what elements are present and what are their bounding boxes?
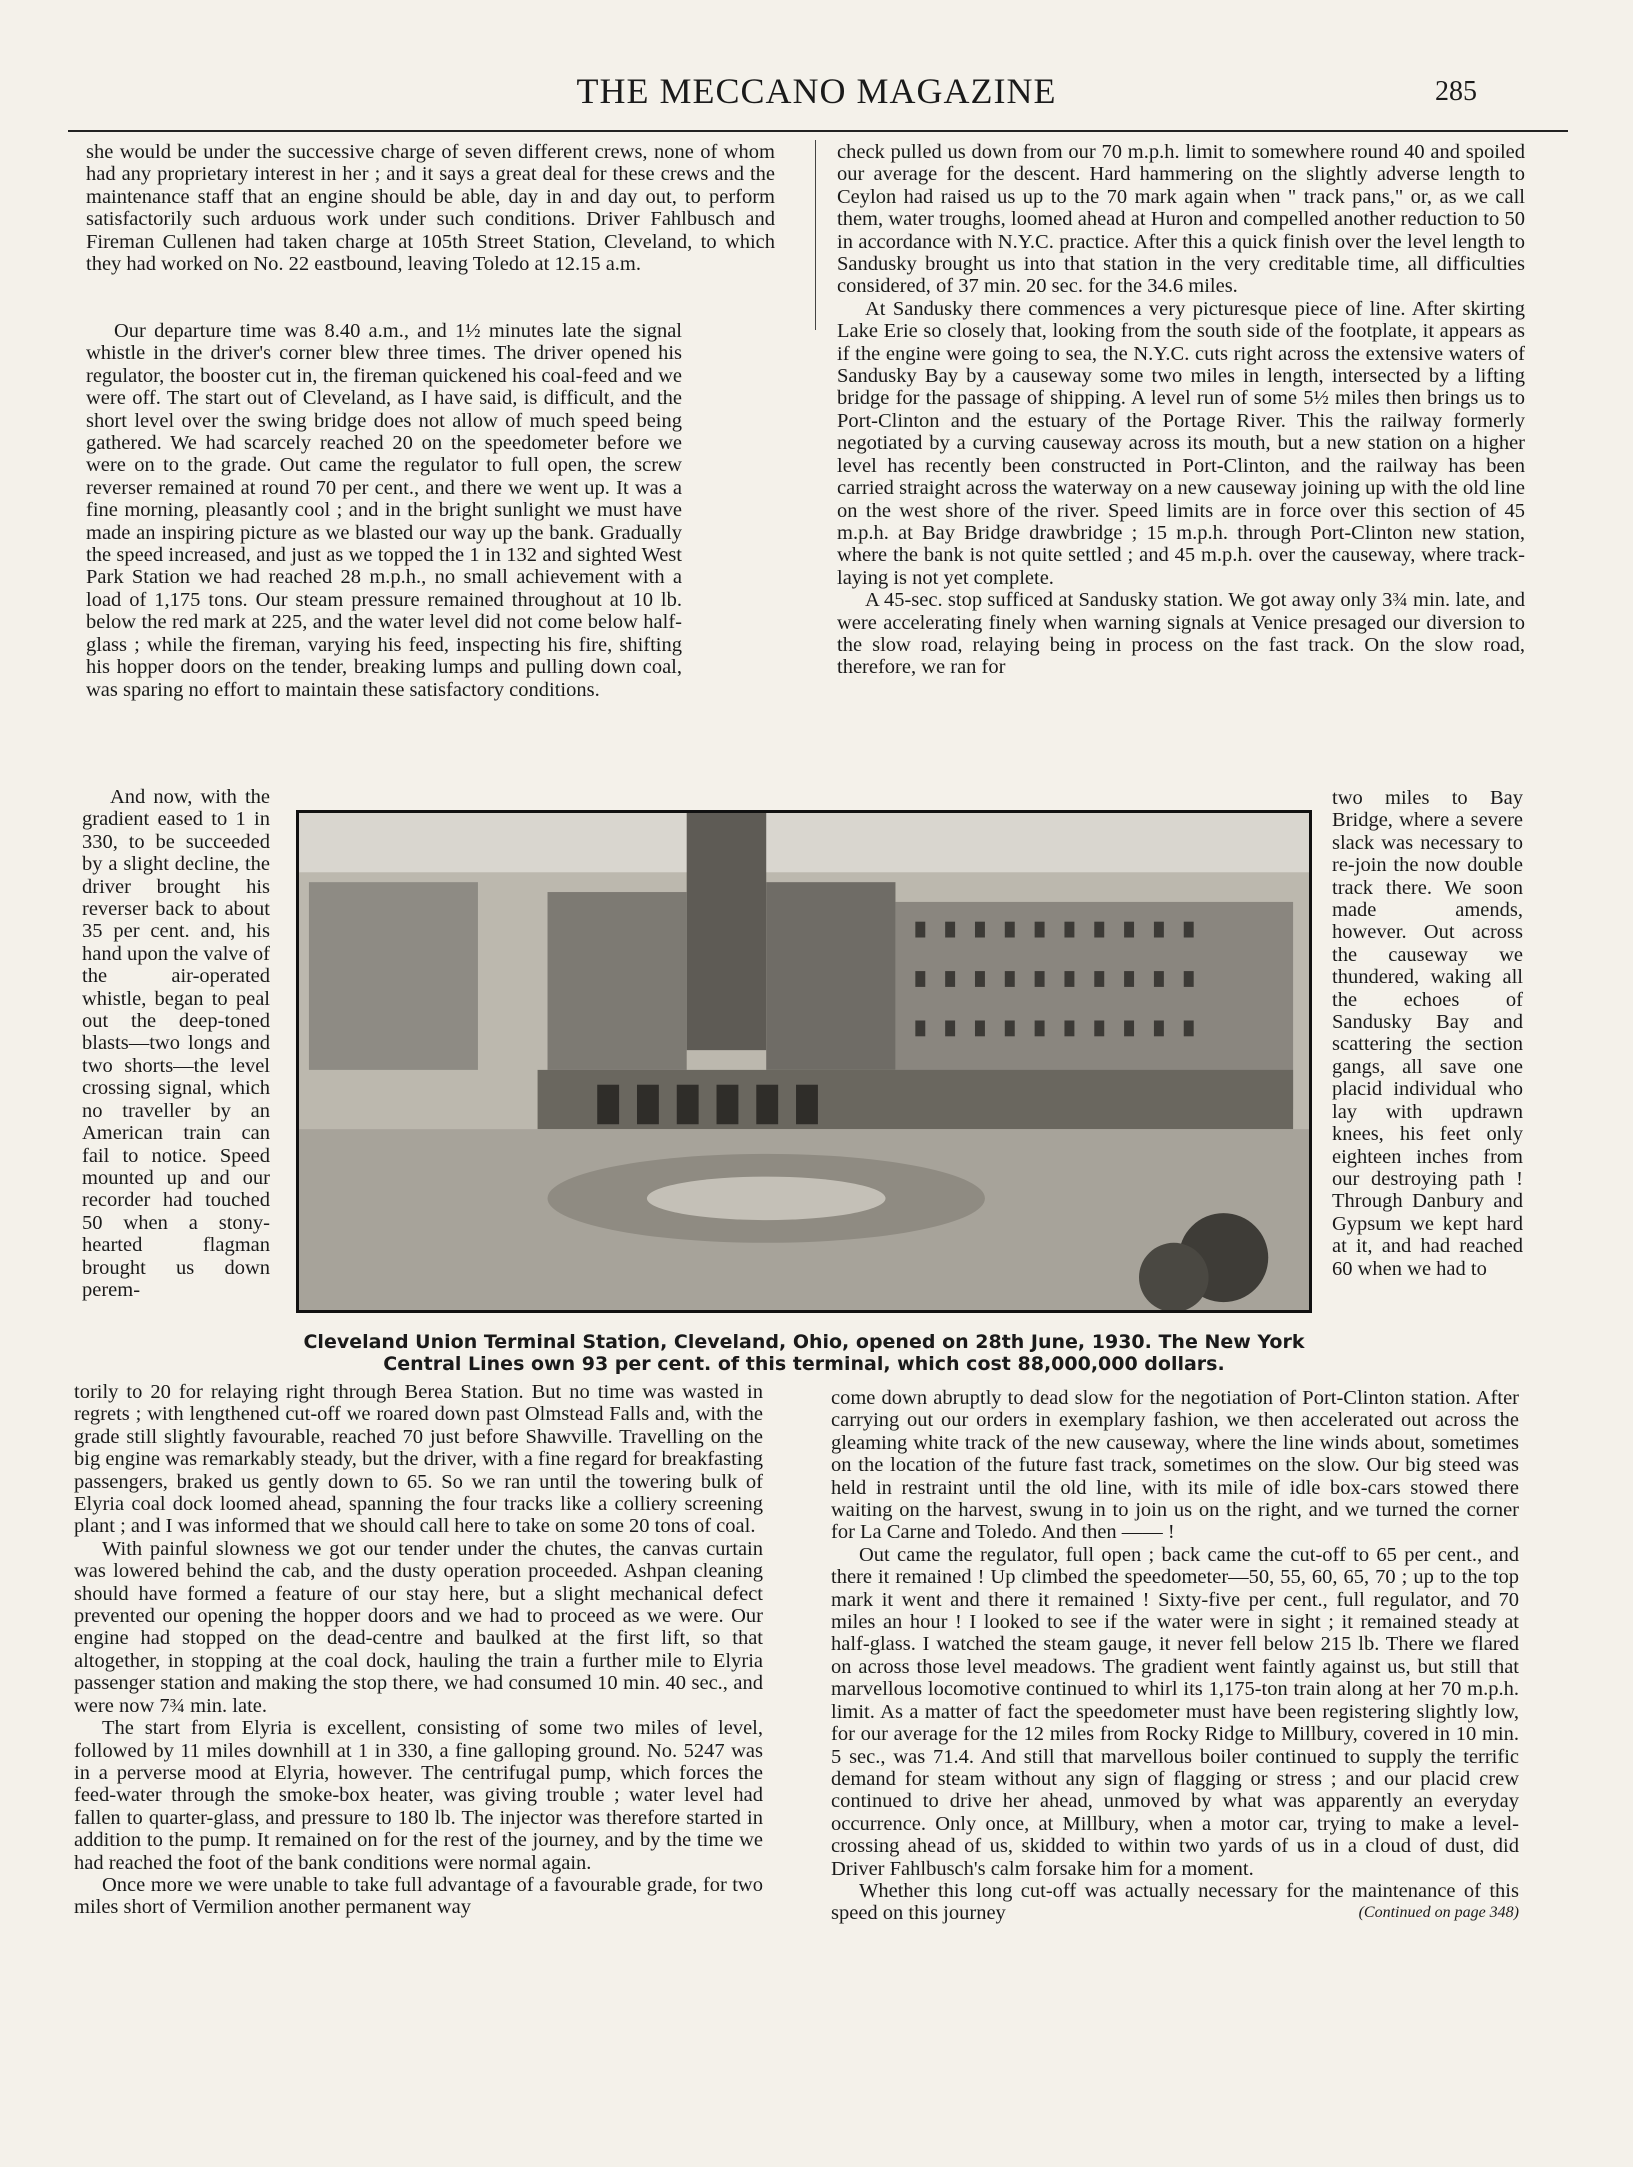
magazine-title: THE MECCANO MAGAZINE <box>576 71 1057 111</box>
paragraph: check pulled us down from our 70 m.p.h. limit to somewhere round 40 and spoiled our average for the descent. Hard hammering on the slightly adverse length to Ceylon had raised us up to the 70 mark again when " track pans," or, as we call them, water troughs, loomed ahead at Huron and compelled another reduction to 50 in accordance with N.Y.C. practice. After this a quick finish over the level length to Sandusky brought us into that station in the very creditable time, all difficulties considered, of 37 min. 20 sec. for the 34.6 miles. <box>837 141 1525 298</box>
left-column-top-narrow <box>86 320 682 701</box>
caption-line-1: Cleveland Union Terminal Station, Cleveland, Ohio, opened on 28th June, 1930. The New York <box>303 1331 1305 1353</box>
column-separator <box>815 140 816 330</box>
terminal-photo <box>296 810 1312 1313</box>
paragraph: torily to 20 for relaying right through Berea Station. But no time was wasted in regrets ; with lengthened cut-off we roared down past Olmstead Falls and, with the grade still slightly favourable, reached 70 just before Shawville. Travelling on the big engine was remarkably steady, but the driver, with a fine regard for breakfasting passengers, braked us gently down to 65. So we ran until the towering bulk of Elyria coal dock loomed ahead, spanning the four tracks like a colliery screening plant ; and I was informed that we should call here to take on some 20 tons of coal. <box>74 1381 763 1538</box>
paragraph: Out came the regulator, full open ; back came the cut-off to 65 per cent., and there it remained ! Up climbed the speedometer—50, 55, 60, 65, 70 ; up to the top mark it went and there it remained ! Sixty-five per cent., full regulator, and 70 miles an hour ! I looked to see if the water were in sight ; it remained steady at half-glass. I watched the steam gauge, it never fell below 215 lb. There we flared on across those level meadows. The gradient went faintly against us, but still that marvellous locomotive continued to whirl its 1,175-ton train along at her 70 m.p.h. limit. As a matter of fact the speedometer must have been registering slightly low, for our average for the 12 miles from Rocky Ridge to Millbury, covered in 10 min. 5 sec., was 71.4. And still that marvellous boiler continued to supply the terrific demand for steam without any sign of flagging or stress ; and our placid crew continued to drive her ahead, unmoved by what was apparently an everyday occurrence. Only once, at Millbury, when a motor car, trying to make a level-crossing ahead of us, skidded to within two yards of us in a cloud of dust, did Driver Fahlbusch's calm forsake him for a moment. <box>831 1543 1519 1880</box>
paragraph: At Sandusky there commences a very picturesque piece of line. After skirting Lake Erie so closely that, looking from the south side of the footplate, it appears as if the engine were going to sea, the N.Y.C. cuts right across the extensive waters of Sandusky Bay by a causeway some two miles in length, intersected by a lifting bridge for the passage of shipping. A level run of some 5½ miles then brings us to Port-Clinton and the estuary of the Portage River. This the railway formerly negotiated by a curving causeway across its mouth, but a new station on a higher level has recently been constructed in Port-Clinton, and the railway has been carried straight across the waterway on a new causeway joining up with the old line on the west shore of the river. Speed limits are in force over this section of 45 m.p.h. at Bay Bridge drawbridge ; 15 m.p.h. through Port-Clinton new station, where the bank is not quite settled ; and 45 m.p.h. over the causeway, where track-laying is not yet complete. <box>837 297 1525 589</box>
caption-line-2: Central Lines own 93 per cent. of this terminal, which cost 88,000,000 dollars. <box>383 1353 1225 1375</box>
right-narrow-column <box>1332 787 1523 1280</box>
paragraph: two miles to Bay Bridge, where a severe slack was necessary to re-join the now double track there. We soon made amends, however. Out across the causeway we thundered, waking all the echoes of Sandusky Bay and scattering the section gangs, all save one placid individual who lay with updrawn knees, his feet only eighteen inches from our destroying path ! Through Danbury and Gypsum we kept hard at it, and had reached 60 when we had to <box>1332 787 1523 1280</box>
paragraph: A 45-sec. stop sufficed at Sandusky station. We got away only 3¾ min. late, and were accelerating finely when warning signals at Venice presaged our diversion to the slow road, relaying being in process on the fast track. On the slow road, therefore, we ran for <box>837 589 1525 679</box>
paragraph: And now, with the gradient eased to 1 in 330, to be succeeded by a slight decline, the driver brought his reverser back to about 35 per cent. and, his hand upon the valve of the air-operated whistle, began to peal out the deep-toned blasts—two longs and two shorts—the level crossing signal, which no traveller by an American train can fail to notice. Speed mounted up and our recorder had touched 50 when a stony-hearted flagman brought us down perem- <box>82 786 270 1301</box>
photo-caption <box>296 1331 1312 1375</box>
right-column-top <box>837 141 1525 679</box>
paragraph-text: Whether this long cut-off was actually necessary for the maintenance of this speed on this journey <box>831 1879 1519 1925</box>
page-number: 285 <box>1435 76 1477 107</box>
left-column-bottom <box>74 1381 763 1919</box>
paragraph <box>831 1880 1519 1925</box>
left-narrow-column <box>82 786 270 1301</box>
paragraph: come down abruptly to dead slow for the negotiation of Port-Clinton station. After carrying out our orders in exemplary fashion, we then accelerated out across the gleaming white track of the new causeway, where the line winds about, sometimes on the location of the future fast track, sometimes on the slow. Our big steed was held in restraint until the old line, with its mile of idle box-cars stowed there waiting on the harvest, swung in to join us on the right, and we turned the corner for La Carne and Toledo. And then —— ! <box>831 1387 1519 1544</box>
paragraph: she would be under the successive charge of seven different crews, none of whom had any proprietary interest in her ; and it says a great deal for these crews and the maintenance staff that an engine should be able, day in and day out, to perform satisfactorily such arduous work under such conditions. Driver Fahlbusch and Fireman Cullenen had taken charge at 105th Street Station, Cleveland, to which they had worked on No. 22 eastbound, leaving Toledo at 12.15 a.m. <box>86 141 775 276</box>
paragraph: Once more we were unable to take full advantage of a favourable grade, for two miles short of Vermilion another permanent way <box>74 1873 763 1919</box>
paragraph: Our departure time was 8.40 a.m., and 1½ minutes late the signal whistle in the driver's corner blew three times. The driver opened his regulator, the booster cut in, the fireman quickened his coal-feed and we were off. The start out of Cleveland, as I have said, is difficult, and the short level over the swing bridge does not allow of much speed being gathered. We had scarcely reached 20 on the speedometer before we were on to the grade. Out came the regulator to full open, the screw reverser remained at round 70 per cent., and there we went up. It was a fine morning, pleasantly cool ; and in the bright sunlight we must have made an inspiring picture as we blasted our way up the bank. Gradually the speed increased, and just as we topped the 1 in 132 and sighted West Park Station we had reached 28 m.p.h., no small achievement with a load of 1,175 tons. Our steam pressure remained throughout at 10 lb. below the red mark at 225, and the water level did not come below half-glass ; while the fireman, varying his feed, inspecting his fire, shifting his hopper doors on the tender, breaking lumps and pulling down coal, was sparing no effort to maintain these satisfactory conditions. <box>86 320 682 701</box>
terminal-building-illustration <box>299 813 1309 1310</box>
paragraph: With painful slowness we got our tender under the chutes, the canvas curtain was lowered behind the cab, and the dusty operation proceeded. Ashpan cleaning should have formed a feature of our stay here, but a slight mechanical defect prevented our opening the hopper doors and we had to proceed as we were. Our engine had stopped on the dead-centre and baulked at the first lift, so that altogether, in stopping at the coal dock, hauling the train a further mile to Elyria passenger station and making the stop there, we had consumed 10 min. 40 sec., and were now 7¾ min. late. <box>74 1537 763 1717</box>
right-column-bottom <box>831 1387 1519 1925</box>
page-header <box>0 70 1633 120</box>
header-rule <box>68 130 1568 132</box>
left-column-top <box>86 141 775 275</box>
continued-note: (Continued on page 348) <box>1358 1904 1519 1922</box>
paragraph: The start from Elyria is excellent, consisting of some two miles of level, followed by 11 miles downhill at 1 in 330, a fine galloping ground. No. 5247 was in a perverse mood at Elyria, however. The centrifugal pump, which forces the feed-water through the smoke-box heater, was giving trouble ; water level had fallen to quarter-glass, and pressure to 180 lb. The injector was therefore started in addition to the pump. It remained on for the rest of the journey, and by the time we had reached the foot of the bank conditions were normal again. <box>74 1717 763 1874</box>
